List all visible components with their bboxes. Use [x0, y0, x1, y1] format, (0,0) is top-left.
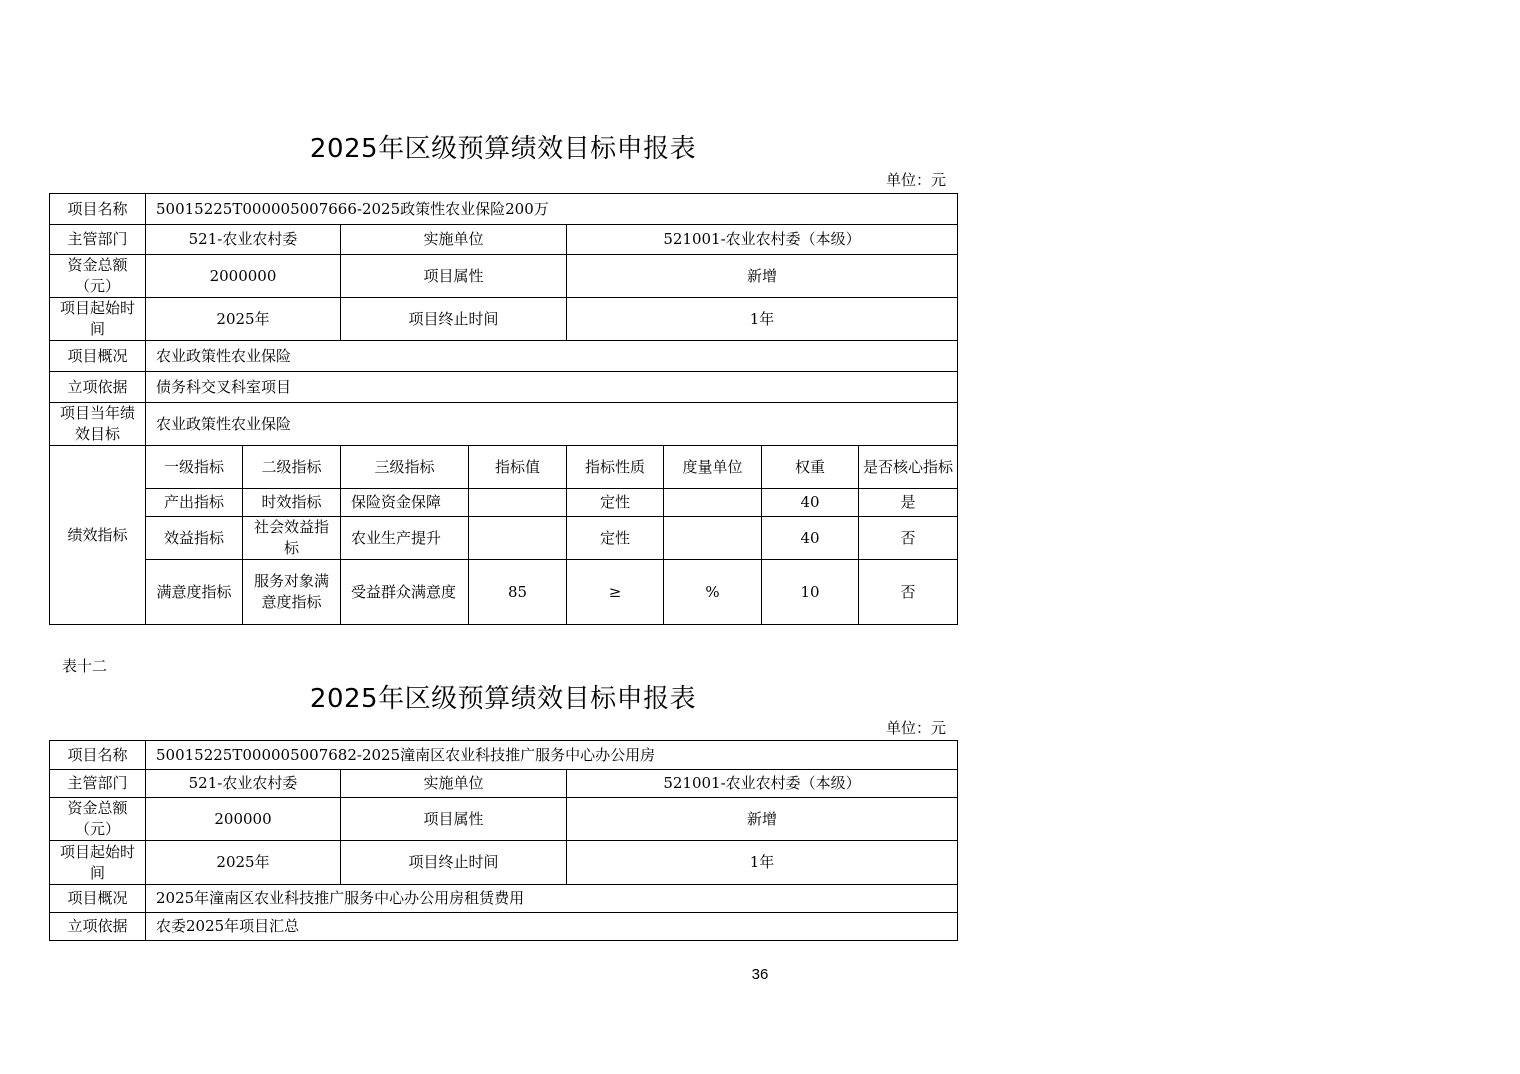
- header-cell: 三级指标: [341, 446, 469, 489]
- table-cell: 否: [859, 517, 958, 560]
- header-cell: 指标值: [469, 446, 567, 489]
- basis-label: 立项依据: [50, 913, 146, 941]
- header-cell: 指标性质: [567, 446, 664, 489]
- end-label: 项目终止时间: [341, 298, 567, 341]
- start-label: 项目起始时间: [50, 841, 146, 885]
- table-cell: 10: [762, 560, 859, 625]
- table-cell: %: [664, 560, 762, 625]
- header-cell: 二级指标: [243, 446, 341, 489]
- table-cell: [664, 489, 762, 517]
- start-value: 2025年: [146, 841, 341, 885]
- attr-value: 新增: [567, 798, 958, 841]
- start-label: 项目起始时间: [50, 298, 146, 341]
- overview-value: 农业政策性农业保险: [146, 341, 958, 372]
- perf-label: 绩效指标: [50, 446, 146, 625]
- table-cell: 社会效益指标: [243, 517, 341, 560]
- table-cell: [469, 489, 567, 517]
- table-cell: [469, 517, 567, 560]
- basis-label: 立项依据: [50, 372, 146, 403]
- page-title-2: 2025年区级预算绩效目标申报表: [309, 684, 697, 714]
- end-value: 1年: [567, 841, 958, 885]
- end-value: 1年: [567, 298, 958, 341]
- table-cell: 满意度指标: [146, 560, 243, 625]
- table-cell: 否: [859, 560, 958, 625]
- page-number: 36: [751, 966, 769, 983]
- header-cell: 权重: [762, 446, 859, 489]
- impl-value: 521001-农业农村委（本级）: [567, 770, 958, 798]
- impl-value: 521001-农业农村委（本级）: [567, 225, 958, 255]
- goal-value: 农业政策性农业保险: [146, 403, 958, 446]
- table-cell: 定性: [567, 517, 664, 560]
- goal-label: 项目当年绩效目标: [50, 403, 146, 446]
- table-number-label: 表十二: [62, 657, 108, 675]
- dept-label: 主管部门: [50, 770, 146, 798]
- impl-label: 实施单位: [341, 770, 567, 798]
- header-cell: 一级指标: [146, 446, 243, 489]
- overview-label: 项目概况: [50, 341, 146, 372]
- impl-label: 实施单位: [341, 225, 567, 255]
- header-cell: 度量单位: [664, 446, 762, 489]
- fund-label: 资金总额（元）: [50, 255, 146, 298]
- basis-value: 农委2025年项目汇总: [146, 913, 958, 941]
- page-title: 2025年区级预算绩效目标申报表: [309, 134, 697, 164]
- dept-label: 主管部门: [50, 225, 146, 255]
- overview-value: 2025年潼南区农业科技推广服务中心办公用房租赁费用: [146, 885, 958, 913]
- table-cell: 是: [859, 489, 958, 517]
- project-name-value: 50015225T000005007666-2025政策性农业保险200万: [146, 194, 958, 225]
- project-name-label: 项目名称: [50, 741, 146, 770]
- end-label: 项目终止时间: [341, 841, 567, 885]
- unit-label-2: 单位：元: [885, 719, 946, 737]
- attr-label: 项目属性: [341, 255, 567, 298]
- table-row: [50, 560, 958, 625]
- budget-table-2: [49, 740, 958, 941]
- project-name-value: 50015225T000005007682-2025潼南区农业科技推广服务中心办公用房: [146, 741, 958, 770]
- dept-value: 521-农业农村委: [146, 770, 341, 798]
- table-cell: 效益指标: [146, 517, 243, 560]
- start-value: 2025年: [146, 298, 341, 341]
- fund-value: 2000000: [146, 255, 341, 298]
- table-cell: 产出指标: [146, 489, 243, 517]
- header-cell: 是否核心指标: [859, 446, 958, 489]
- table-cell: 服务对象满意度指标: [243, 560, 341, 625]
- overview-label: 项目概况: [50, 885, 146, 913]
- table-cell: 定性: [567, 489, 664, 517]
- fund-value: 200000: [146, 798, 341, 841]
- table-cell: ≥: [567, 560, 664, 625]
- table-cell: 40: [762, 517, 859, 560]
- table-row: [50, 517, 958, 560]
- table-cell: 受益群众满意度: [341, 560, 469, 625]
- table-cell: 40: [762, 489, 859, 517]
- project-name-label: 项目名称: [50, 194, 146, 225]
- table-row: [50, 489, 958, 517]
- attr-label: 项目属性: [341, 798, 567, 841]
- unit-label: 单位：元: [885, 171, 946, 189]
- basis-value: 债务科交叉科室项目: [146, 372, 958, 403]
- fund-label: 资金总额（元）: [50, 798, 146, 841]
- table-cell: [664, 517, 762, 560]
- table-cell: 85: [469, 560, 567, 625]
- attr-value: 新增: [567, 255, 958, 298]
- dept-value: 521-农业农村委: [146, 225, 341, 255]
- table-cell: 保险资金保障: [341, 489, 469, 517]
- table-cell: 时效指标: [243, 489, 341, 517]
- budget-table-1: [49, 193, 958, 625]
- table-cell: 农业生产提升: [341, 517, 469, 560]
